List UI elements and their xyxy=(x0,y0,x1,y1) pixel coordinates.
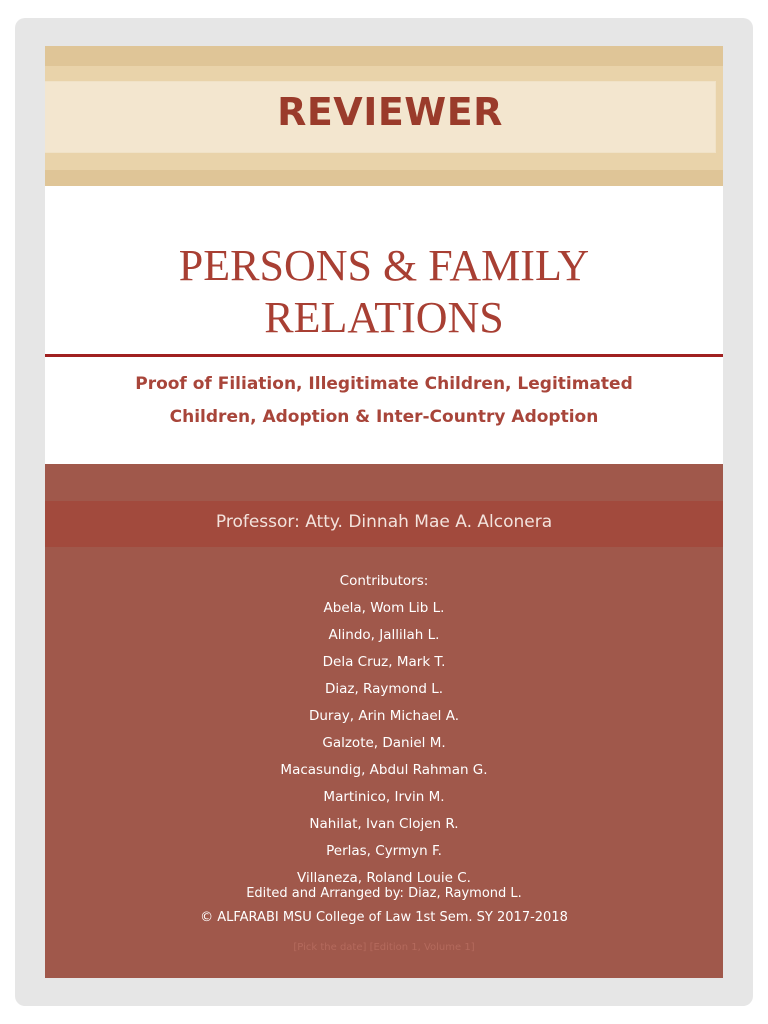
contributor-name: Villaneza, Roland Louie C. xyxy=(297,870,471,886)
contributor-name: Diaz, Raymond L. xyxy=(324,681,444,697)
contributor-name: Martinico, Irvin M. xyxy=(323,789,445,805)
copyright-line: © ALFARABI MSU College of Law 1st Sem. SY 2017-2018 xyxy=(200,910,568,925)
subtitle-line-2: Children, Adoption & Inter-Country Adoption xyxy=(169,407,599,427)
title-line-1: PERSONS & FAMILY xyxy=(178,241,590,290)
contributor-name: Alindo, Jallilah L. xyxy=(328,627,440,643)
credits-panel xyxy=(45,464,723,978)
professor-name: Professor: Atty. Dinnah Mae A. Alconera xyxy=(215,512,553,532)
contributors-list xyxy=(45,568,723,892)
contributors-heading: Contributors: xyxy=(339,573,429,589)
contributor-name: Macasundig, Abdul Rahman G. xyxy=(280,762,488,778)
subtitle-line-1: Proof of Filiation, Illegitimate Children, Legitimated xyxy=(135,374,633,394)
banner-title: REVIEWER xyxy=(277,90,503,134)
title-divider xyxy=(45,354,723,357)
contributor-name: Galzote, Daniel M. xyxy=(322,735,446,751)
contributor-name: Dela Cruz, Mark T. xyxy=(322,654,446,670)
contributor-name: Perlas, Cyrmyn F. xyxy=(326,843,442,859)
document-title xyxy=(45,240,723,344)
contributor-name: Abela, Wom Lib L. xyxy=(323,600,445,616)
date-edition-placeholder[interactable]: [Pick the date] [Edition 1, Volume 1] xyxy=(293,942,475,953)
contributor-name: Nahilat, Ivan Clojen R. xyxy=(309,816,459,832)
edited-by: Edited and Arranged by: Diaz, Raymond L. xyxy=(246,886,522,901)
title-line-2: RELATIONS xyxy=(264,293,504,342)
document-subtitle xyxy=(65,368,703,434)
cover-page xyxy=(45,46,723,978)
contributor-name: Duray, Arin Michael A. xyxy=(308,708,460,724)
